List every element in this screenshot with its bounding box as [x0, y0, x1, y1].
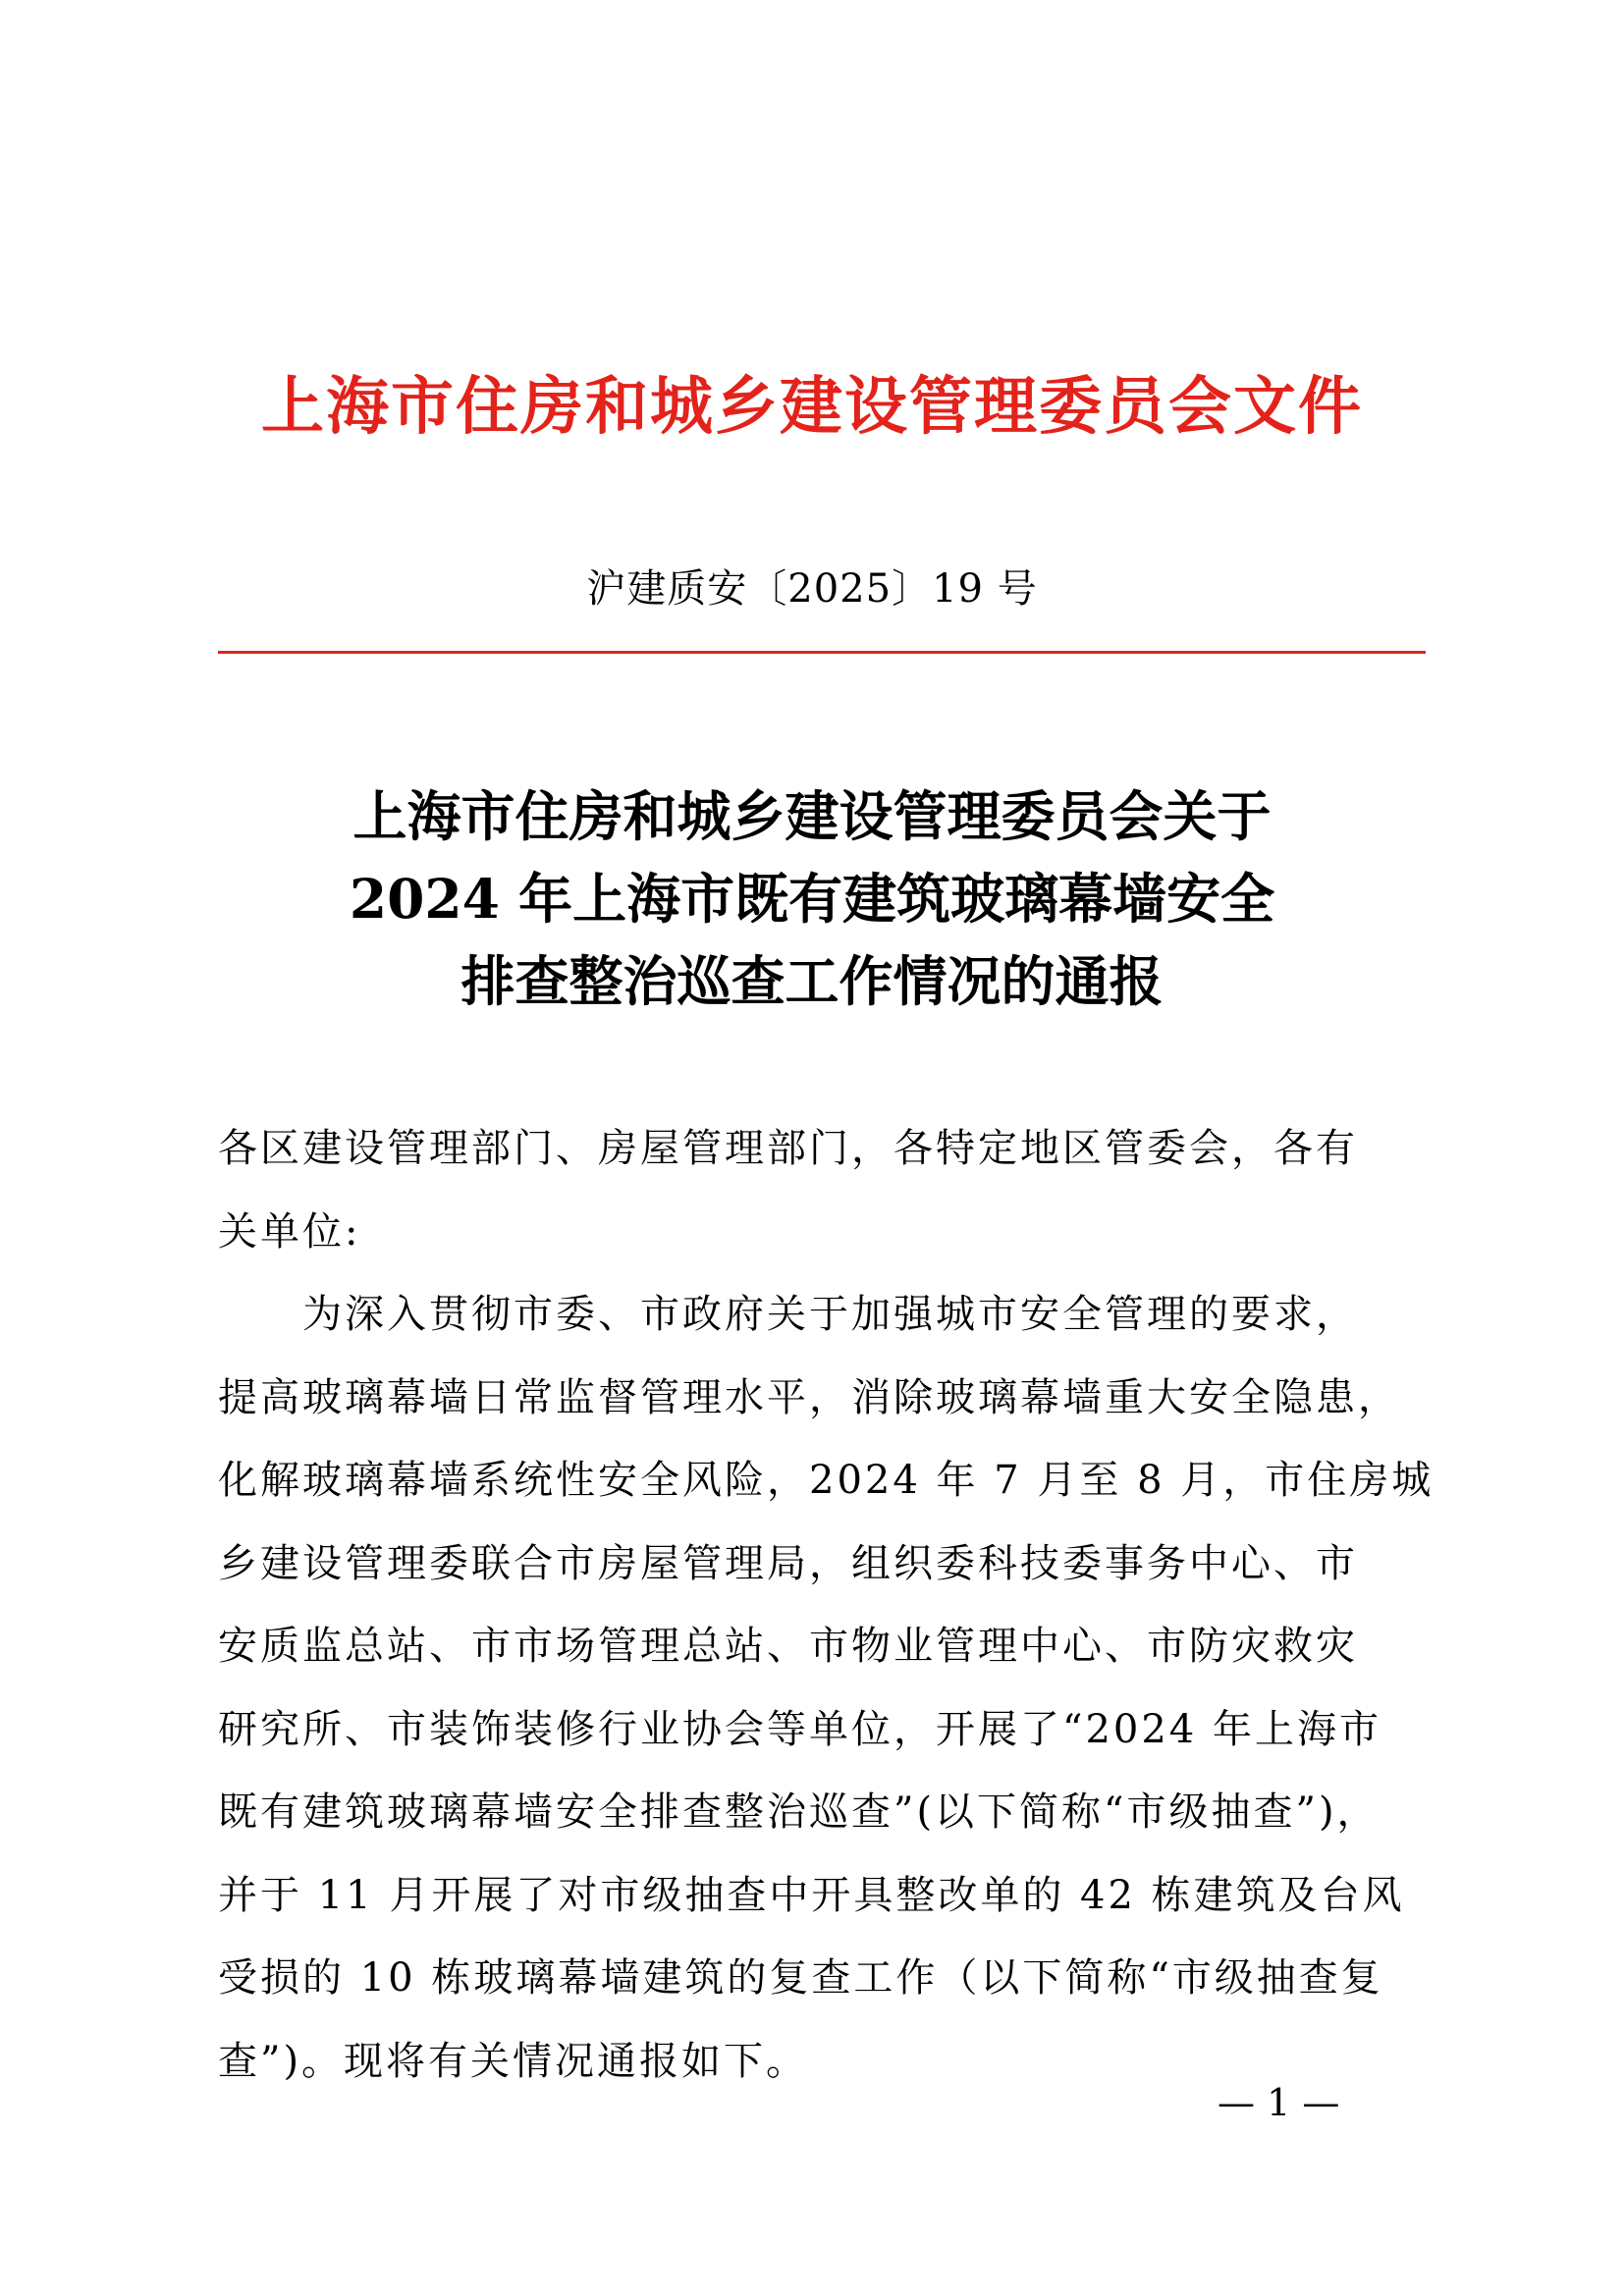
- paragraph-line-10: 查”)。现将有关情况通报如下。: [218, 2038, 809, 2084]
- paragraph-line-5: 安质监总站、市市场管理总站、市物业管理中心、市防灾救灾: [218, 1624, 1358, 1669]
- body-text: [218, 1107, 1435, 2103]
- paragraph-line-3: 化解玻璃幕墙系统性安全风险，2024 年 7 月至 8 月，市住房城: [218, 1458, 1435, 1503]
- paragraph-line-9: 受损的 10 栋玻璃幕墙建筑的复查工作（以下简称“市级抽查复: [218, 1955, 1383, 2001]
- paragraph-line-8: 并于 11 月开展了对市级抽查中开具整改单的 42 栋建筑及台风: [218, 1872, 1405, 1918]
- notice-title-line-1: 上海市住房和城乡建设管理委员会关于: [352, 784, 1272, 848]
- salutation-line-1: 各区建设管理部门、房屋管理部门，各特定地区管委会，各有: [218, 1126, 1358, 1171]
- paragraph-line-2: 提高玻璃幕墙日常监督管理水平，消除玻璃幕墙重大安全隐患，: [218, 1374, 1400, 1420]
- paragraph-line-1: 为深入贯彻市委、市政府关于加强城市安全管理的要求，: [218, 1292, 1358, 1337]
- issuer-header-title: 上海市住房和城乡建设管理委员会文件: [261, 370, 1363, 444]
- paragraph-line-7: 既有建筑玻璃幕墙安全排查整治巡查”(以下简称“市级抽查”)，: [218, 1789, 1380, 1835]
- salutation-line-2: 关单位:: [218, 1208, 361, 1255]
- document-number: 沪建质安〔2025〕19 号: [586, 566, 1038, 612]
- red-divider-line: [218, 651, 1426, 654]
- notice-title-line-2: 2024 年上海市既有建筑玻璃幕墙安全: [349, 867, 1275, 931]
- notice-title: [0, 775, 1624, 1023]
- notice-title-line-3: 排查整治巡查工作情况的通报: [460, 949, 1164, 1013]
- paragraph-line-6: 研究所、市装饰装修行业协会等单位，开展了“2024 年上海市: [218, 1706, 1381, 1752]
- paragraph-line-4: 乡建设管理委联合市房屋管理局，组织委科技委事务中心、市: [218, 1540, 1358, 1586]
- page-number: — 1 —: [1218, 2081, 1340, 2124]
